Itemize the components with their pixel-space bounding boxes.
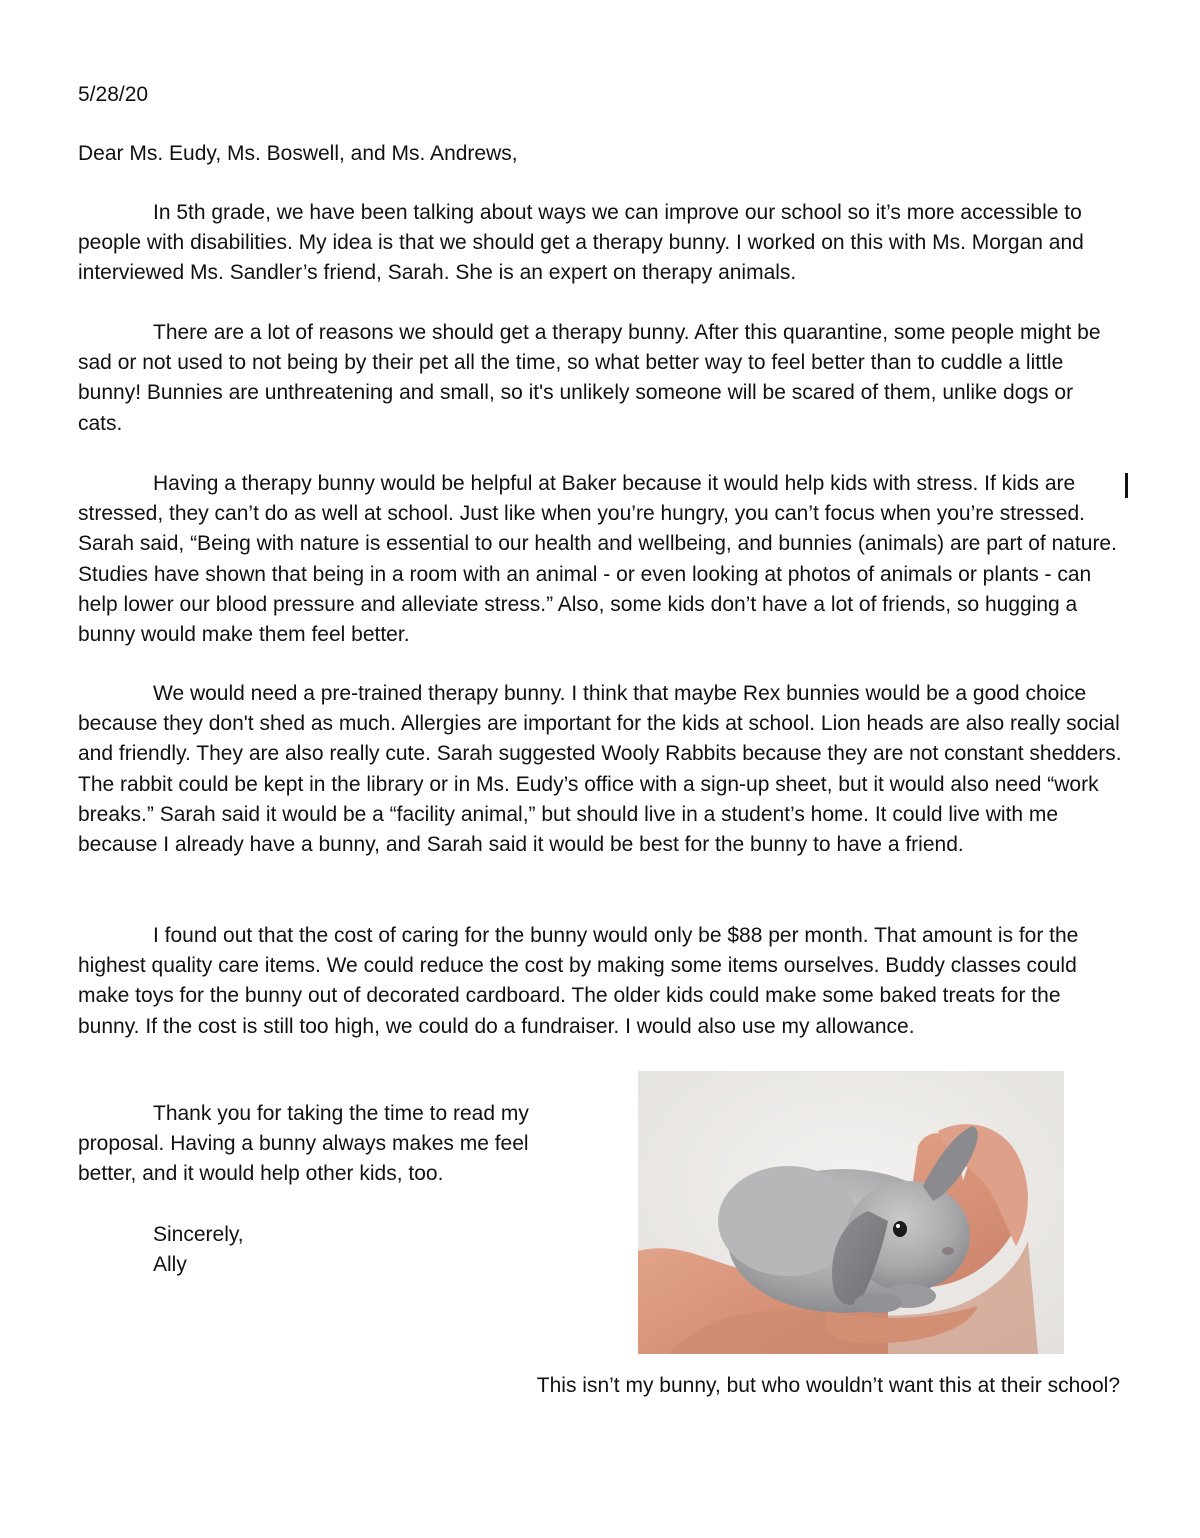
paragraph-breeds: We would need a pre-trained therapy bunny. I think that maybe Rex bunnies would be a good choice because they don't shed as much. Allergies are important for the kids at school. Lion heads are also really social and friendly. They are also really cute. Sarah suggested Wooly Rabbits because they are not constant shedders. The rabbit could be kept in the library or in Ms. Eudy’s office with a sign-up sheet, but it would also need “work breaks.” Sarah said it would be a “facility animal,” but should live in a student’s home. It could live with me because I already have a bunny, and Sarah said it would be best for the bunny to have a friend.	[78, 682, 1122, 857]
bunny-photo	[638, 1071, 1064, 1354]
paragraph-cost: I found out that the cost of caring for the bunny would only be $88 per month. That amount is for the highest quality care items. We could reduce the cost by making some items ourselves. Buddy classes could make toys for the bunny out of decorated cardboard. The older kids could make some baked treats for the bunny. If the cost is still too high, we could do a fundraiser. I would also use my allowance.	[78, 924, 1079, 1038]
text-cursor	[1125, 473, 1128, 498]
paragraph-intro: In 5th grade, we have been talking about ways we can improve our school so it’s more accessible to people with disabilities. My idea is that we should get a therapy bunny. I worked on this with Ms. Morgan and interviewed Ms. Sandler’s friend, Sarah. She is an expert on therapy animals.	[78, 201, 1084, 285]
closing-block	[153, 1220, 244, 1280]
paragraph-thanks: Thank you for taking the time to read my proposal. Having a bunny always makes me feel better, and it would help other kids, too.	[78, 1102, 529, 1186]
salutation: Dear Ms. Eudy, Ms. Boswell, and Ms. Andrews,	[78, 142, 518, 165]
closing: Sincerely,	[153, 1223, 244, 1246]
bunny-in-hand-illustration	[638, 1071, 1064, 1354]
paragraph-reasons: There are a lot of reasons we should get a therapy bunny. After this quarantine, some people might be sad or not used to not being by their pet all the time, so what better way to feel better than to cuddle a little bunny! Bunnies are unthreatening and small, so it's unlikely someone will be scared of them, unlike dogs or cats.	[78, 321, 1101, 435]
signature: Ally	[153, 1253, 187, 1277]
photo-caption: This isn’t my bunny, but who wouldn’t want this at their school?	[536, 1374, 1120, 1397]
paragraph-stress: Having a therapy bunny would be helpful at Baker because it would help kids with stress. If kids are stressed, they can’t do as well at school. Just like when you’re hungry, you can’t focus when you’re stressed. Sarah said, “Being with nature is essential to our health and wellbeing, and bunnies (animals) are part of nature. Studies have shown that being in a room with an animal - or even looking at photos of animals or plants - can help lower our blood pressure and alleviate stress.” Also, some kids don’t have a lot of friends, so hugging a bunny would make them feel better.	[78, 472, 1117, 647]
letter-date: 5/28/20	[78, 83, 149, 106]
